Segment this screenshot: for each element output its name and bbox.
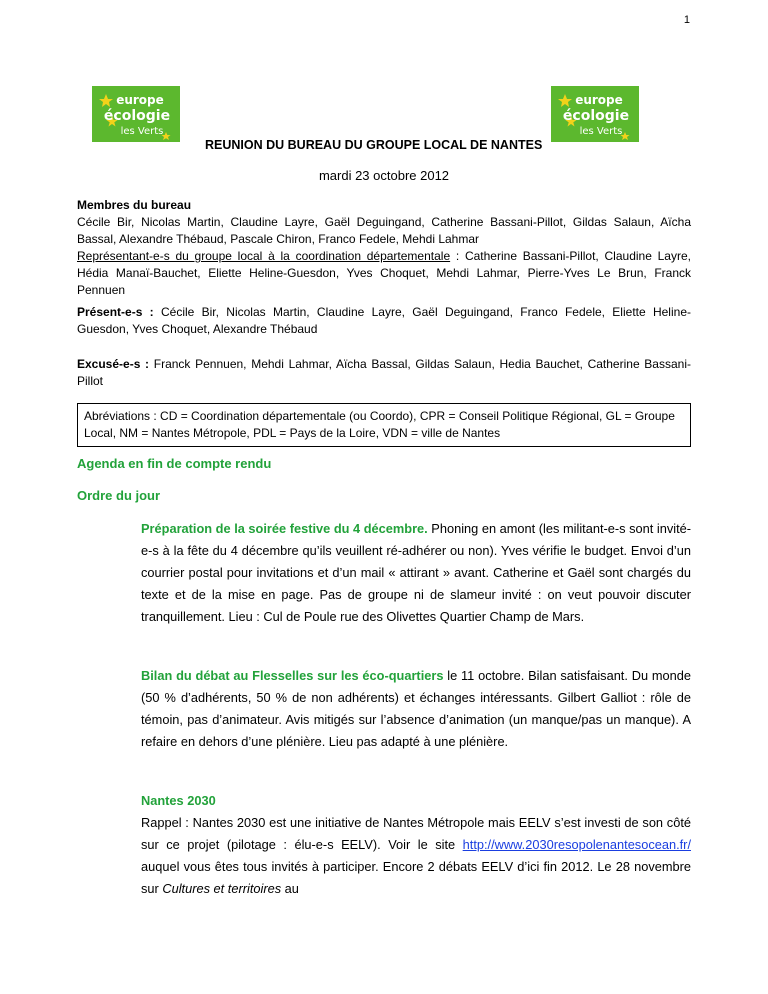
- present-label: Présent-e-s :: [77, 305, 154, 319]
- logo-text-europe: europe: [116, 93, 164, 107]
- representatives-paragraph: [77, 248, 691, 299]
- logo-text-ecologie: écologie: [103, 108, 171, 124]
- website-link[interactable]: http://www.2030resopolenantesocean.fr/: [462, 837, 691, 852]
- item-nantes2030-italic: Cultures et territoires: [162, 881, 282, 896]
- members-list: Cécile Bir, Nicolas Martin, Claudine Layre, Gaël Deguingand, Catherine Bassani-Pillot, Gildas Salaun, Aïcha Bassal, Alexandre Thébaud, Pascale Chiron, Franco Fedele, Mehdi Lahmar: [77, 215, 691, 246]
- item-soiree-festive: [141, 518, 691, 628]
- item-nantes2030-text-3: au: [281, 881, 299, 896]
- excused-list: Franck Pennuen, Mehdi Lahmar, Aïcha Bassal, Gildas Salaun, Hedia Bauchet, Catherine Bassani-Pillot: [77, 357, 691, 388]
- eelv-logo-right: [551, 86, 639, 142]
- item-nantes2030-body: [141, 812, 691, 900]
- meeting-date: mardi 23 octobre 2012: [318, 168, 450, 183]
- logo-text-les-verts: les Verts: [579, 126, 623, 137]
- item-nantes2030-title: Nantes 2030: [141, 793, 216, 808]
- order-of-day-heading: Ordre du jour: [77, 488, 161, 503]
- page-number: 1: [683, 14, 690, 26]
- document-title: REUNION DU BUREAU DU GROUPE LOCAL DE NANTES: [205, 138, 543, 152]
- item-nantes2030-text-2: auquel vous êtes tous invités à participer. Encore 2 débats EELV d’ici fin 2012. Le 28 novembre sur: [141, 859, 691, 896]
- excused-paragraph: [77, 356, 691, 390]
- eelv-logo-left: [92, 86, 180, 142]
- abbreviations-box: Abréviations : CD = Coordination départementale (ou Coordo), CPR = Conseil Politique Régional, GL = Groupe Local, NM = Nantes Métropole, PDL = Pays de la Loire, VDN = ville de Nantes: [77, 403, 691, 447]
- item-soiree-text: Phoning en amont (les militant-e-s sont invité-e-s à la fête du 4 décembre qu’ils veuillent ré-adhérer ou non). Yves vérifie le budget. Envoi d’un courrier postal pour invitations et d’un mail « attirant » avant. Catherine et Gaël sont chargés du texte et de la mise en page. Pas de groupe ni de slameur invité : on veut pouvoir discuter tranquillement. Lieu : Cul de Poule rue des Olivettes Quartier Champ de Mars.: [141, 521, 692, 624]
- logo-text-europe: europe: [575, 93, 623, 107]
- present-list: Cécile Bir, Nicolas Martin, Claudine Layre, Gaël Deguingand, Franco Fedele, Eliette Heline-Guesdon, Yves Choquet, Alexandre Thébaud: [77, 305, 691, 336]
- excused-label: Excusé-e-s :: [77, 357, 150, 371]
- item-bilan-title: Bilan du débat au Flesselles sur les éco-quartiers: [141, 668, 444, 683]
- members-section: [77, 197, 691, 299]
- present-paragraph: [77, 304, 691, 338]
- logo-text-les-verts: les Verts: [120, 126, 164, 137]
- item-soiree-title: Préparation de la soirée festive du 4 décembre.: [141, 521, 428, 536]
- item-nantes2030-text: Rappel : Nantes 2030 est une initiative de Nantes Métropole mais EELV s’est investi de son côté sur ce projet (pilotage : élu-e-s EELV). Voir le site: [141, 815, 691, 852]
- members-heading: Membres du bureau: [77, 198, 192, 212]
- representatives-label: Représentant-e-s du groupe local à la coordination départementale: [77, 249, 451, 263]
- item-bilan-text: le 11 octobre. Bilan satisfaisant. Du monde (50 % d’adhérents, 50 % de non adhérents) et échanges intéressants. Gilbert Galliot : rôle de témoin, pas d’animateur. Avis mitigés sur l’absence d’animation (un manque/pas un manque). A refaire en dehors d’une plénière. Lieu pas adapté à une plénière.: [141, 668, 691, 749]
- item-bilan-debat: [141, 665, 691, 753]
- representatives-list: : Catherine Bassani-Pillot, Claudine Layre, Hédia Manaï-Bauchet, Eliette Heline-Guesdon, Yves Choquet, Mehdi Lahmar, Pierre-Yves Le Brun, Franck Pennuen: [77, 249, 691, 297]
- agenda-heading: Agenda en fin de compte rendu: [77, 456, 272, 471]
- item-nantes-2030: [141, 790, 691, 900]
- logo-text-ecologie: écologie: [562, 108, 630, 124]
